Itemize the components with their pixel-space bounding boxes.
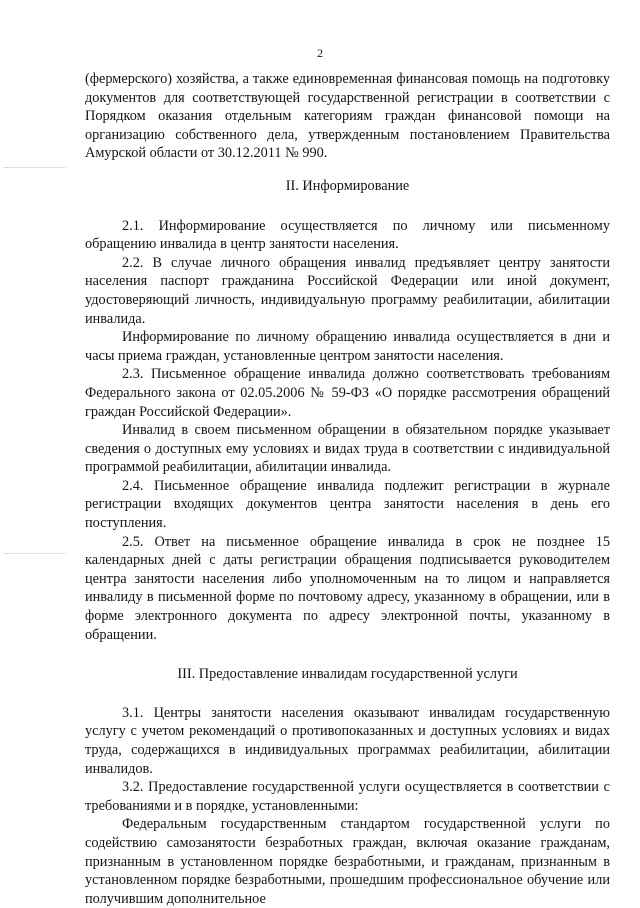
paragraph: 3.1. Центры занятости населения оказывают инвалидам государственную услугу с учетом рекомендаций о противопоказанных и доступных условиях и видах труда, содержащихся в индивидуальных программах реабилитации, абилитации инвалидов. [85, 704, 610, 777]
paragraph: 2.5. Ответ на письменное обращение инвалида в срок не позднее 15 календарных дней с даты регистрации обращения подписывается руководителем центра занятости населения либо уполномоченным на то лицом и направляется инвалиду в письменной форме по почтовому адресу, указанному в обращении, или в форме электронного документа по адресу электронной почты, указанному в обращении. [85, 533, 610, 643]
paragraph: 3.2. Предоставление государственной услуги осуществляется в соответствии с требованиями и в порядке, установленными: [85, 779, 610, 814]
section-heading: II. Информирование [285, 177, 410, 194]
scan-artifact [4, 553, 66, 555]
document-body [85, 70, 610, 908]
paragraph: 2.3. Письменное обращение инвалида должно соответствовать требованиям Федерального закона от 02.05.2006 № 59-ФЗ «О порядке рассмотрения обращений граждан Российской Федерации». [85, 366, 610, 420]
page-number: 2 [317, 46, 323, 60]
paragraph: 2.1. Информирование осуществляется по личному или письменному обращению инвалида в центр занятости населения. [85, 217, 610, 253]
scan-artifact [4, 167, 66, 169]
paragraph: 2.2. В случае личного обращения инвалид предъявляет центру занятости населения паспорт гражданина Российской Федерации или иной документ, удостоверяющий личность, индивидуальную программу реабилитации, абилитации инвалида. [85, 254, 610, 327]
paragraph: 2.4. Письменное обращение инвалида подлежит регистрации в журнале регистрации входящих документов центра занятости населения в день его поступления. [85, 477, 610, 532]
section-heading: III. Предоставление инвалидам государственной услуги [177, 666, 518, 683]
paragraph: Информирование по личному обращению инвалида осуществляется в дни и часы приема граждан, установленные центром занятости населения. [85, 329, 610, 364]
paragraph: Федеральным государственным стандартом государственной услуги по содействию самозанятости безработных граждан, включая оказание гражданам, признанным в установленном порядке безработными, и гражданам, признанным в установленном порядке безработными, прошедшим профессиональное обучение или получившим дополнительное [85, 816, 610, 907]
paragraph: (фермерского) хозяйства, а также единовременная финансовая помощь на подготовку документов для соответствующей государственной регистрации в соответствии с Порядком оказания отдельным категориям граждан финансовой помощи на организацию собственного дела, утвержденным постановлением Правительства Амурской области от 30.12.2011 № 990. [85, 71, 610, 162]
paragraph: Инвалид в своем письменном обращении в обязательном порядке указывает сведения о доступных ему условиях и видах труда в соответствии с индивидуальной программой реабилитации, абилитации инвалида. [85, 422, 610, 476]
